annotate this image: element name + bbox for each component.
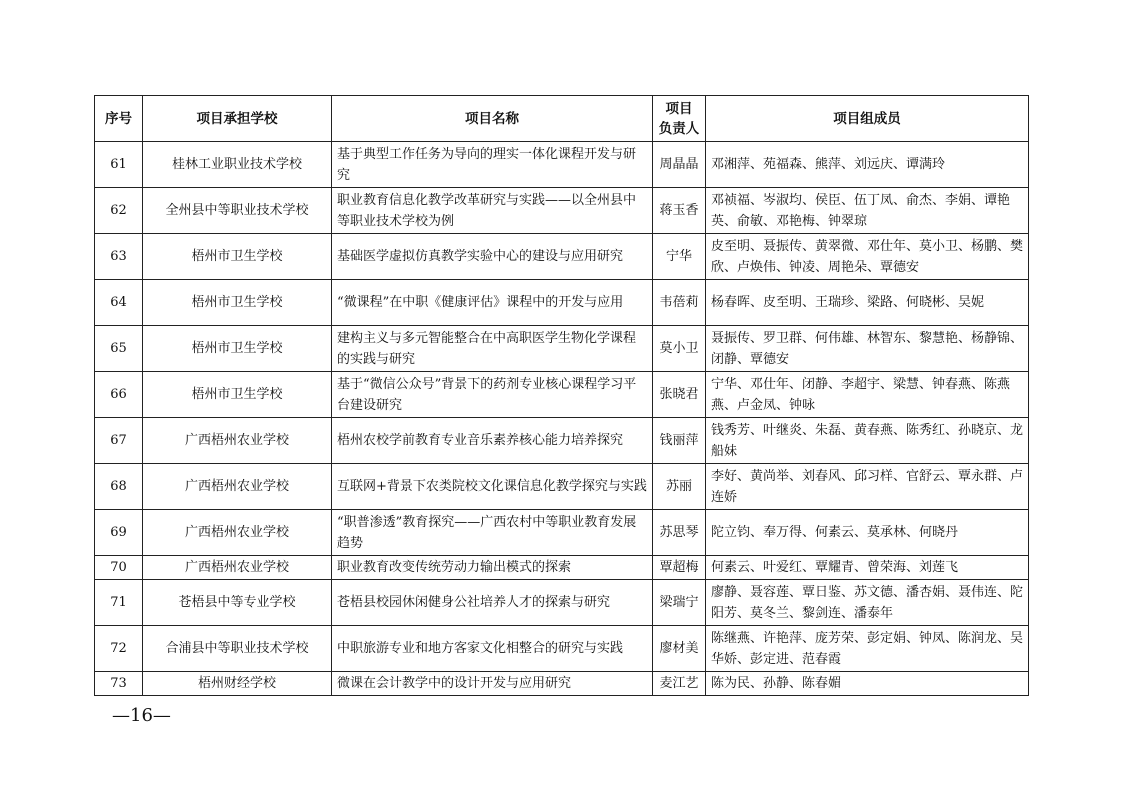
row-no: 70: [95, 556, 143, 580]
row-no: 72: [95, 626, 143, 672]
row-leader: 廖材美: [653, 626, 706, 672]
table-row: [95, 580, 1029, 626]
row-school: 梧州市卫生学校: [143, 372, 332, 418]
page-number: —16—: [112, 705, 171, 726]
row-school: 广西梧州农业学校: [143, 418, 332, 464]
row-members: 钱秀芳、叶继炎、朱磊、黄春燕、陈秀红、孙晓京、龙船妹: [706, 418, 1029, 464]
row-school: 梧州市卫生学校: [143, 326, 332, 372]
table-row: [95, 510, 1029, 556]
row-members: 陈为民、孙静、陈春媚: [706, 672, 1029, 696]
header-name: 项目名称: [332, 96, 653, 142]
table-row: [95, 464, 1029, 510]
row-leader: 苏丽: [653, 464, 706, 510]
row-no: 61: [95, 142, 143, 188]
row-school: 桂林工业职业技术学校: [143, 142, 332, 188]
row-members: 陀立钧、奉万得、何素云、莫承林、何晓丹: [706, 510, 1029, 556]
header-members: 项目组成员: [706, 96, 1029, 142]
header-school: 项目承担学校: [143, 96, 332, 142]
table-row: [95, 188, 1029, 234]
row-school: 广西梧州农业学校: [143, 510, 332, 556]
row-leader: 韦蓓莉: [653, 280, 706, 326]
row-school: 全州县中等职业技术学校: [143, 188, 332, 234]
row-no: 68: [95, 464, 143, 510]
row-project-name: 苍梧县校园休闲健身公社培养人才的探索与研究: [332, 580, 653, 626]
row-members: 宁华、邓仕年、闭静、李超宇、梁慧、钟春燕、陈燕燕、卢金凤、钟咏: [706, 372, 1029, 418]
table-row: [95, 142, 1029, 188]
row-members: 李好、黄尚举、刘春风、邱习样、官舒云、覃永群、卢连娇: [706, 464, 1029, 510]
row-project-name: 微课在会计教学中的设计开发与应用研究: [332, 672, 653, 696]
table-row: [95, 234, 1029, 280]
table-row: [95, 626, 1029, 672]
row-project-name: 基于典型工作任务为导向的理实一体化课程开发与研究: [332, 142, 653, 188]
row-leader: 张晓君: [653, 372, 706, 418]
row-members: 陈继燕、许艳萍、庞芳荣、彭定娟、钟凤、陈润龙、吴华娇、彭定进、范春霞: [706, 626, 1029, 672]
row-project-name: 建构主义与多元智能整合在中高职医学生物化学课程的实践与研究: [332, 326, 653, 372]
row-leader: 莫小卫: [653, 326, 706, 372]
row-leader: 梁瑞宁: [653, 580, 706, 626]
row-no: 62: [95, 188, 143, 234]
table-row: [95, 556, 1029, 580]
row-leader: 覃超梅: [653, 556, 706, 580]
header-leader-line1: 项目: [665, 100, 693, 117]
row-project-name: 基础医学虚拟仿真教学实验中心的建设与应用研究: [332, 234, 653, 280]
row-school: 梧州财经学校: [143, 672, 332, 696]
table-row: [95, 326, 1029, 372]
row-members: 杨春晖、皮至明、王瑞珍、梁路、何晓彬、吴妮: [706, 280, 1029, 326]
row-project-name: “职普渗透”教育探究——广西农村中等职业教育发展趋势: [332, 510, 653, 556]
row-leader: 苏思琴: [653, 510, 706, 556]
row-members: 邓湘萍、苑福森、熊萍、刘远庆、谭满玲: [706, 142, 1029, 188]
table-row: [95, 372, 1029, 418]
row-school: 梧州市卫生学校: [143, 280, 332, 326]
row-school: 广西梧州农业学校: [143, 464, 332, 510]
row-school: 合浦县中等职业技术学校: [143, 626, 332, 672]
table-header-row: [95, 96, 1029, 142]
row-school: 梧州市卫生学校: [143, 234, 332, 280]
row-project-name: 互联网+背景下农类院校文化课信息化教学探究与实践: [332, 464, 653, 510]
header-leader: [653, 96, 706, 142]
row-school: 苍梧县中等专业学校: [143, 580, 332, 626]
row-no: 69: [95, 510, 143, 556]
projects-table: [94, 95, 1029, 696]
header-no: 序号: [95, 96, 143, 142]
row-no: 65: [95, 326, 143, 372]
row-no: 63: [95, 234, 143, 280]
row-school: 广西梧州农业学校: [143, 556, 332, 580]
header-leader-line2: 负责人: [658, 120, 700, 137]
row-no: 71: [95, 580, 143, 626]
row-members: 聂振传、罗卫群、何伟雄、林智东、黎慧艳、杨静锦、闭静、覃德安: [706, 326, 1029, 372]
row-leader: 周晶晶: [653, 142, 706, 188]
row-members: 皮至明、聂振传、黄翠微、邓仕年、莫小卫、杨鹏、樊欣、卢焕伟、钟凌、周艳朵、覃德安: [706, 234, 1029, 280]
row-leader: 钱丽萍: [653, 418, 706, 464]
row-no: 66: [95, 372, 143, 418]
table-row: [95, 672, 1029, 696]
row-members: 邓祯福、岑淑均、侯臣、伍丁凤、俞杰、李娟、谭艳英、俞敏、邓艳梅、钟翠琼: [706, 188, 1029, 234]
row-members: 廖静、聂容莲、覃日鉴、苏文德、潘杏娟、聂伟连、陀阳芳、莫冬兰、黎剑连、潘泰年: [706, 580, 1029, 626]
row-leader: 蒋玉香: [653, 188, 706, 234]
row-project-name: 基于“微信公众号”背景下的药剂专业核心课程学习平台建设研究: [332, 372, 653, 418]
row-leader: 麦江艺: [653, 672, 706, 696]
row-project-name: 职业教育改变传统劳动力输出模式的探索: [332, 556, 653, 580]
row-project-name: “微课程”在中职《健康评估》课程中的开发与应用: [332, 280, 653, 326]
row-project-name: 职业教育信息化教学改革研究与实践——以全州县中等职业技术学校为例: [332, 188, 653, 234]
row-project-name: 梧州农校学前教育专业音乐素养核心能力培养探究: [332, 418, 653, 464]
row-no: 67: [95, 418, 143, 464]
table-row: [95, 418, 1029, 464]
row-members: 何素云、叶爱红、覃耀青、曾荣海、刘莲飞: [706, 556, 1029, 580]
row-no: 73: [95, 672, 143, 696]
table-row: [95, 280, 1029, 326]
row-leader: 宁华: [653, 234, 706, 280]
row-no: 64: [95, 280, 143, 326]
row-project-name: 中职旅游专业和地方客家文化相整合的研究与实践: [332, 626, 653, 672]
